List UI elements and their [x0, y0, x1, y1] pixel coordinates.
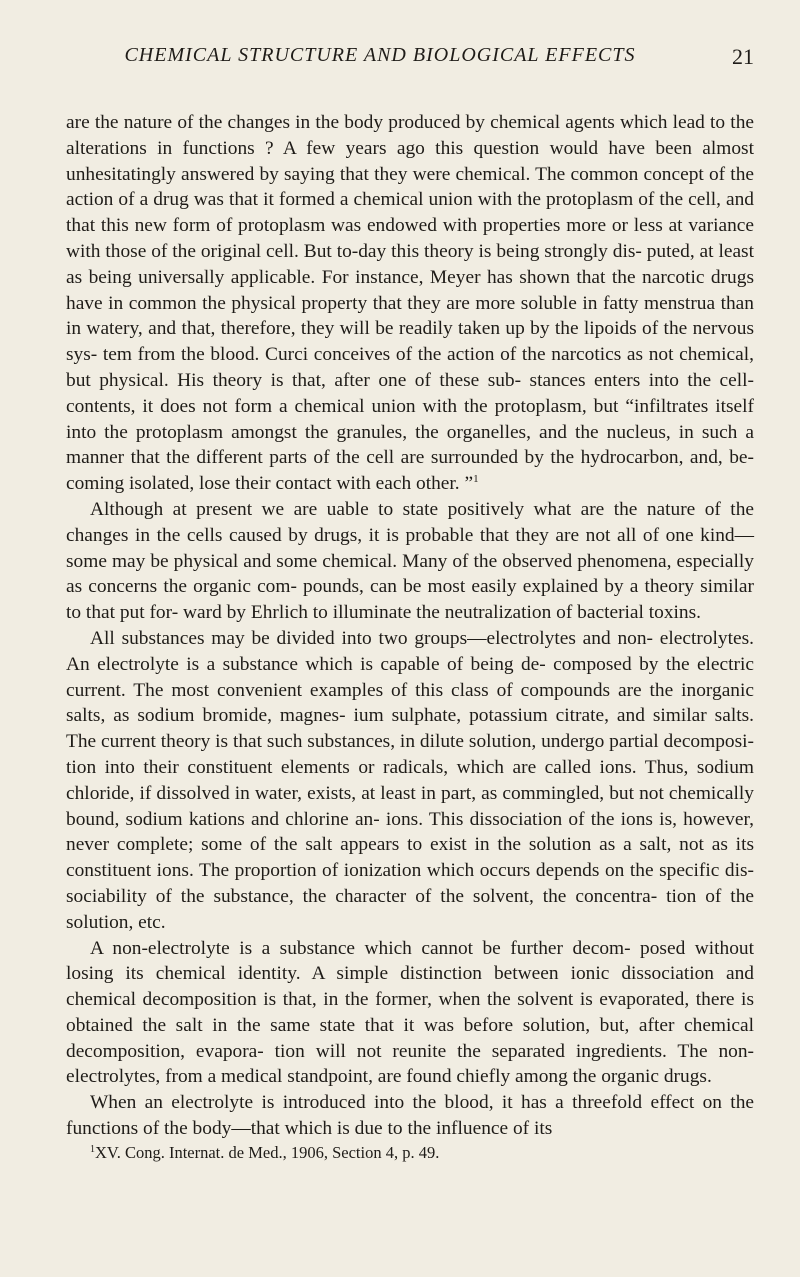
body-text	[66, 110, 754, 1164]
footnote	[66, 1142, 754, 1164]
paragraph-1-text: are the nature of the changes in the body produced by chemical agents which lead to the alterations in functions ? A few years ago this question would have been almost unhesitatingly answered by saying that they were chemical. The common concept of the action of a drug was that it formed a chemical union with the protoplasm of the cell, and that this new form of protoplasm was endowed with properties more or less at variance with those of the original cell. But to-day this theory is being strongly dis- puted, at least as being universally applicable. For instance, Meyer has shown that the narcotic drugs have in common the physical property that they are more soluble in fatty menstrua than in watery, and that, therefore, they will be readily taken up by the lipoids of the nervous sys- tem from the blood. Curci conceives of the action of the narcotics as not chemical, but physical. His theory is that, after one of these sub- stances enters into the cell-contents, it does not form a chemical union with the protoplasm, but “infiltrates itself into the protoplasm amongst the granules, the organelles, and the nucleus, in such a manner that the different parts of the cell are surrounded by the hydrocarbon, and, be- coming isolated, lose their contact with each other. ”	[66, 112, 754, 495]
footnote-marker: 1	[90, 1143, 95, 1155]
footnote-text: XV. Cong. Internat. de Med., 1906, Section 4, p. 49.	[95, 1142, 440, 1162]
footnote-reference: 1	[473, 473, 479, 486]
page-number: 21	[732, 44, 754, 69]
paragraph-3: All substances may be divided into two groups—electrolytes and non- electrolytes. An electrolyte is a substance which is capable of being de- composed by the electric current. The most convenient examples of this class of compounds are the inorganic salts, as sodium bromide, magnes- ium sulphate, potassium citrate, and similar salts. The current theory is that such substances, in dilute solution, undergo partial decomposi- tion into their constituent elements or radicals, which are called ions. Thus, sodium chloride, if dissolved in water, exists, at least in part, as commingled, but not chemically bound, sodium kations and chlorine an- ions. This dissociation of the ions is, however, never complete; some of the salt appears to exist in the solution as a salt, not as its constituent ions. The proportion of ionization which occurs depends on the specific dis- sociability of the substance, the character of the solvent, the concentra- tion of the solution, etc.	[66, 627, 754, 933]
page-header	[66, 44, 754, 84]
paragraph-1	[66, 110, 754, 497]
running-head: CHEMICAL STRUCTURE AND BIOLOGICAL EFFECTS	[124, 44, 636, 66]
paragraph-5: When an electrolyte is introduced into the blood, it has a threefold effect on the functions of the body—that which is due to the influence of its	[66, 1092, 754, 1140]
paragraph-4: A non-electrolyte is a substance which cannot be further decom- posed without losing its chemical identity. A simple distinction between ionic dissociation and chemical decomposition is that, in the former, when the solvent is evaporated, there is obtained the salt in the same state that it was before solution, but, after chemical decomposition, evapora- tion will not reunite the separated ingredients. The non-electrolytes, from a medical standpoint, are found chiefly among the organic drugs.	[66, 937, 754, 1088]
paragraph-2: Although at present we are uable to state positively what are the nature of the changes in the cells caused by drugs, it is probable that they are not all of one kind—some may be physical and some chemical. Many of the observed phenomena, especially as concerns the organic com- pounds, can be most easily explained by a theory similar to that put for- ward by Ehrlich to illuminate the neutralization of bacterial toxins.	[66, 498, 754, 624]
